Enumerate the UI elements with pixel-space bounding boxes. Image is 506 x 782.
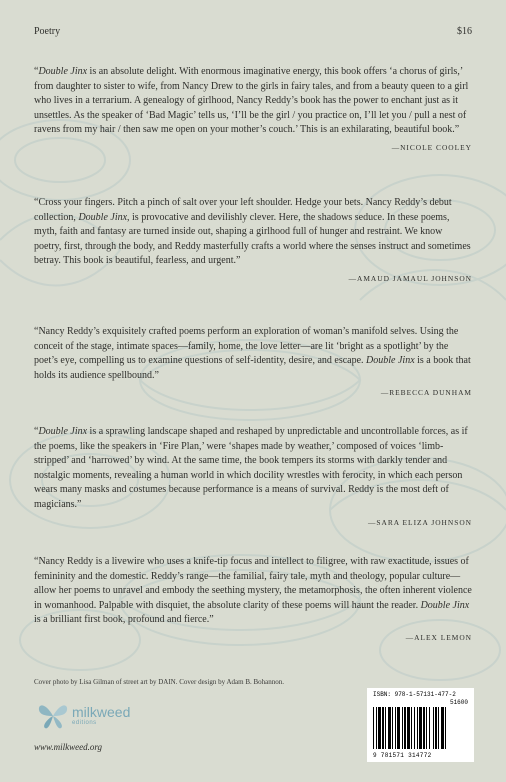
blurb-4 xyxy=(34,425,472,530)
isbn-digits: 9 781571 314772 xyxy=(373,752,432,759)
barcode-bar xyxy=(435,707,437,749)
blurb-attribution: —AMAUD JAMAUL JOHNSON xyxy=(348,273,472,283)
publisher-logo xyxy=(36,699,146,733)
blurb-attribution: —REBECCA DUNHAM xyxy=(380,388,472,398)
barcode-bar xyxy=(433,707,434,749)
publisher-website[interactable]: www.milkweed.org xyxy=(34,742,102,752)
blurb-text: “Double Jinx is an absolute delight. With enormous imaginative energy, this book offers ‘a chorus of girls,’ from daughter to sister to wife, from Nancy Drew to the girls in fairy tales, and from a beauty queen to a girl who lives in a terrarium. A genealogy of girlhood, Nancy Reddy’s book has the power to enchant just as it unsettles. As the speaker of ‘Bad Magic’ tells us, ‘I’ll be the girl / you practice on, I’ll let you / pull a nest of ravens from my hair / then saw me open on your mother’s couch.’ This is an exhilarating, beautiful book.” xyxy=(34,66,469,136)
blurb-3 xyxy=(34,325,472,401)
barcode-bar xyxy=(423,707,425,749)
barcode-bar xyxy=(392,707,393,749)
blurb-attribution: —NICOLE COOLEY xyxy=(391,142,472,152)
barcode-bar xyxy=(419,707,422,749)
blurb-attribution: —SARA ELIZA JOHNSON xyxy=(368,517,472,527)
barcode-bar xyxy=(417,707,418,749)
barcode-bar xyxy=(426,707,427,749)
genre-label: Poetry xyxy=(34,26,61,37)
blurb-text: “Double Jinx is a sprawling landscape shaped and reshaped by unpredictable and uncontrollable forces, as if the poems, like the speakers in ‘Fire Plan,’ were ‘shapes made by weather,’ composed of voices ‘limb-stripped’ and ‘harrowed’ by wind. At the same time, the book tempers its storms with darkly tender and nostalgic moments, revealing a human world in which docility wrestles with ferocity, in which each person wears many masks and costumes because performance is a means of survival. Reddy is the most deft of magicians.” xyxy=(34,426,468,510)
barcode-bar xyxy=(402,707,403,749)
barcode-bar xyxy=(438,707,439,749)
barcode-bar xyxy=(441,707,444,749)
barcode-bar xyxy=(378,707,381,749)
header xyxy=(34,26,472,40)
publisher-name: milkweed xyxy=(72,704,131,720)
barcode-bar xyxy=(407,707,410,749)
barcode-bar xyxy=(404,707,406,749)
barcode-bar xyxy=(411,707,412,749)
blurb-text: “Nancy Reddy’s exquisitely crafted poems perform an exploration of woman’s manifold selves. Using the conceit of the stage, intimate spaces—family, home, the love letter—are lit ‘bright as a spotlight’ by the poet’s eye, compelling us to examine questions of self-identity, desire, and escape. Double Jinx is a book that holds its audience spellbound.” xyxy=(34,326,471,381)
barcode-bar xyxy=(414,707,415,749)
blurb-1 xyxy=(34,65,472,156)
barcode-bar xyxy=(429,707,430,749)
isbn-label: ISBN: 978-1-57131-477-2 xyxy=(373,691,456,698)
blurb-text: “Nancy Reddy is a livewire who uses a knife-tip focus and intellect to filigree, with raw exactitude, issues of femininity and the domestic. Reddy’s range—the familial, fairy tale, myth and theology, popular culture—allow her poems to unravel and embody the seething mystery, the metamorphosis, the often inherent violence in womanhood. Palpable with disquiet, the absolute clarity of these poems will haunt the reader. Double Jinx is a brilliant first book, profound and fierce.” xyxy=(34,556,472,626)
barcode-bar xyxy=(385,707,386,749)
isbn-barcode xyxy=(367,688,474,762)
barcode-bar xyxy=(382,707,384,749)
publisher-sub: editions xyxy=(72,720,97,726)
blurb-2 xyxy=(34,196,472,287)
barcode-bars xyxy=(373,707,468,749)
barcode-bar xyxy=(388,707,391,749)
barcode-bar xyxy=(397,707,400,749)
butterfly-icon xyxy=(36,701,70,731)
barcode-bar xyxy=(445,707,446,749)
barcode-bar xyxy=(373,707,374,749)
barcode-bar xyxy=(376,707,377,749)
barcode-bar xyxy=(395,707,396,749)
price-label: $16 xyxy=(457,26,472,37)
blurb-attribution: —ALEX LEMON xyxy=(405,632,472,642)
cover-credits: Cover photo by Lisa Gilman of street art by DAIN. Cover design by Adam B. Bohannon. xyxy=(34,678,285,686)
price-code: 51600 xyxy=(449,699,468,706)
blurb-text: “Cross your fingers. Pitch a pinch of salt over your left shoulder. Hedge your bets. Nancy Reddy’s debut collection, Double Jinx, is provocative and devilishly clever. Here, the shadows seduce. In these poems, myth, faith and fantasy are turned inside out, shaping a girlhood full of hunger and restraint. We know poetry, first, through the body, and Reddy masterfully crafts a world where the senses instruct and sometimes betray. This book is beautiful, fearless, and urgent.” xyxy=(34,197,471,267)
blurb-5 xyxy=(34,555,472,646)
